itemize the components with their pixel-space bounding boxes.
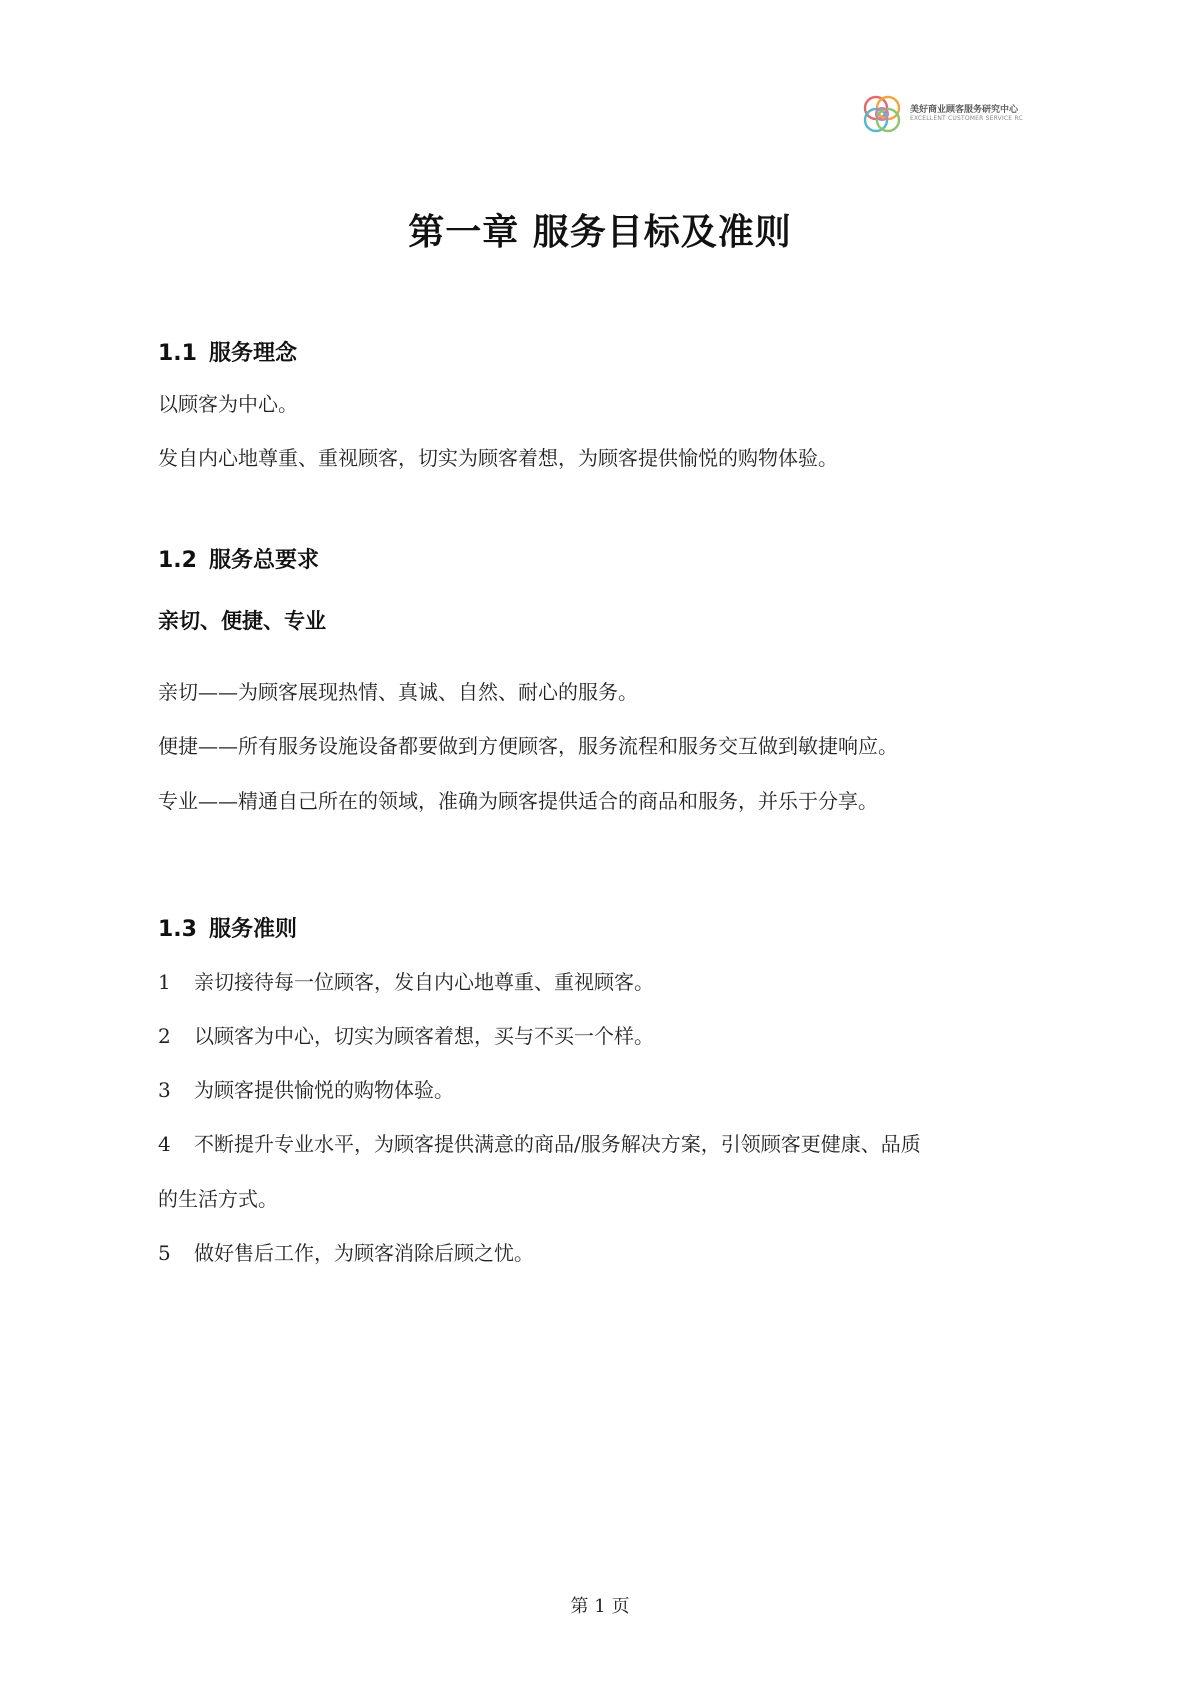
list-item-number: 3 (158, 1078, 171, 1102)
section-number: 1.3 (158, 917, 197, 942)
list-item (158, 1074, 454, 1103)
list-item-number: 2 (158, 1024, 171, 1048)
page-number: 第 1 页 (570, 1596, 630, 1617)
header-logo (860, 90, 1040, 138)
section-title: 服务总要求 (208, 548, 319, 573)
logo-english-name: EXCELLENT CUSTOMER SERVICE RC (910, 114, 1023, 122)
knot-logo-icon (860, 92, 904, 136)
list-item-continuation: 的生活方式。 (158, 1187, 278, 1211)
section-heading-1-1 (158, 336, 297, 367)
list-item-text: 做好售后工作，为顾客消除后顾之忧。 (194, 1241, 534, 1265)
list-item-number: 1 (158, 970, 171, 994)
logo-chinese-name: 美好商业顾客服务研究中心 (910, 105, 1019, 116)
list-item-text: 为顾客提供愉悦的购物体验。 (194, 1078, 454, 1102)
section-heading-1-2 (158, 543, 319, 574)
section-title: 服务准则 (208, 917, 297, 942)
paragraph: 便捷——所有服务设施设备都要做到方便顾客，服务流程和服务交互做到敏捷响应。 (158, 734, 898, 758)
paragraph: 发自内心地尊重、重视顾客，切实为顾客着想，为顾客提供愉悦的购物体验。 (158, 446, 838, 470)
list-item (158, 1020, 654, 1049)
list-item-text: 以顾客为中心，切实为顾客着想，买与不买一个样。 (194, 1024, 654, 1048)
paragraph: 以顾客为中心。 (158, 392, 298, 416)
paragraph: 亲切——为顾客展现热情、真诚、自然、耐心的服务。 (158, 680, 638, 704)
list-item-text: 不断提升专业水平，为顾客提供满意的商品/服务解决方案，引领顾客更健康、品质 (194, 1132, 921, 1156)
list-item-number: 5 (158, 1241, 171, 1265)
section-heading-1-3 (158, 912, 297, 943)
page-title: 第一章 服务目标及准则 (408, 212, 792, 253)
paragraph: 专业——精通自己所在的领域，准确为顾客提供适合的商品和服务，并乐于分享。 (158, 789, 878, 813)
list-item (158, 1128, 921, 1157)
section-number: 1.2 (158, 548, 197, 573)
section-number: 1.1 (158, 341, 197, 366)
list-item (158, 1237, 534, 1266)
section-title: 服务理念 (208, 341, 297, 366)
list-item-number: 4 (158, 1132, 171, 1156)
list-item (158, 966, 654, 995)
subheading: 亲切、便捷、专业 (158, 609, 326, 633)
list-item-text: 亲切接待每一位顾客，发自内心地尊重、重视顾客。 (194, 970, 654, 994)
